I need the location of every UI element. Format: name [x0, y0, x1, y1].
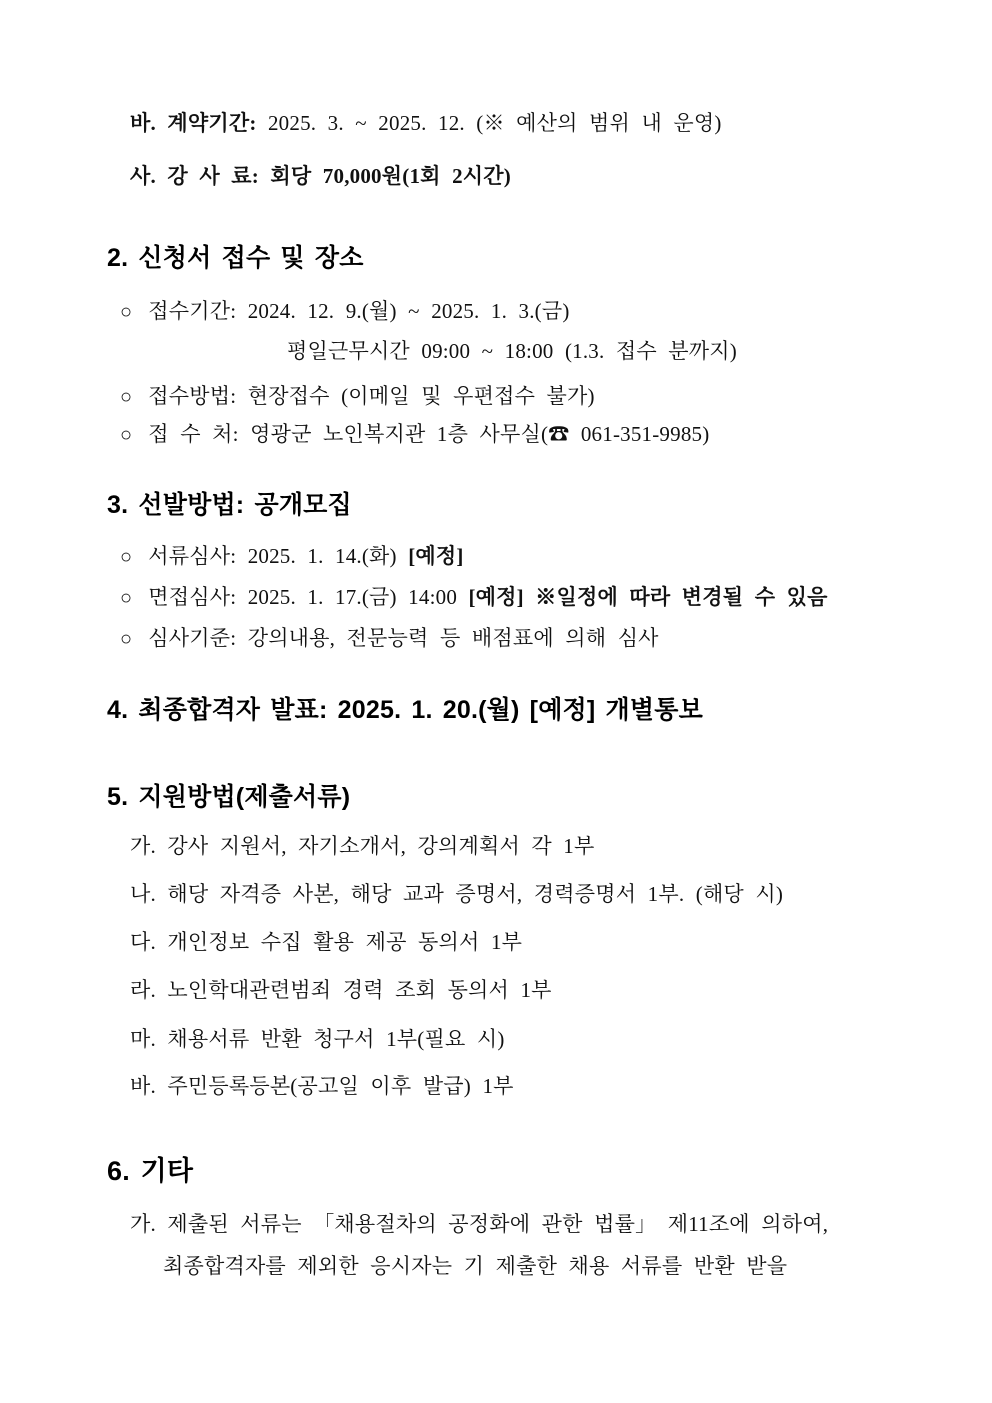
- interview-review-scheduled: [예정] ※일정에 따라 변경될 수 있음: [468, 585, 828, 609]
- submission-item-ba: 바. 주민등록등본(공고일 이후 발급) 1부: [130, 1074, 514, 1098]
- etc-item-line1: 가. 제출된 서류는 「채용절차의 공정화에 관한 법률」 제11조에 의하여,: [130, 1212, 829, 1236]
- document-review-text: 서류심사: 2025. 1. 14.(화): [148, 544, 409, 568]
- receipt-place-text: 접 수 처: 영광군 노인복지관 1층 사무실(☎ 061-351-9985): [148, 422, 710, 446]
- document-review-scheduled: [예정]: [408, 544, 464, 568]
- submission-item-ra: 라. 노인학대관련범죄 경력 조회 동의서 1부: [130, 978, 552, 1002]
- section3-heading: 3. 선발방법: 공개모집: [107, 491, 352, 519]
- review-criteria-text: 심사기준: 강의내용, 전문능력 등 배점표에 의해 심사: [148, 626, 659, 650]
- receipt-method-text: 접수방법: 현장접수 (이메일 및 우편접수 불가): [148, 384, 595, 408]
- circle-bullet-icon: ○: [120, 386, 133, 408]
- etc-item-line2: 최종합격자를 제외한 응시자는 기 제출한 채용 서류를 반환 받을: [163, 1254, 788, 1278]
- item-contract-period: [130, 112, 722, 135]
- item-contract-period-value: 2025. 3. ~ 2025. 12. (※ 예산의 범위 내 운영): [256, 111, 722, 135]
- receipt-period-text: 접수기간: 2024. 12. 9.(월) ~ 2025. 1. 3.(금): [148, 299, 570, 323]
- section5-heading: 5. 지원방법(제출서류): [107, 783, 351, 811]
- circle-bullet-icon: ○: [120, 628, 133, 650]
- circle-bullet-icon: ○: [120, 546, 133, 568]
- item-lecture-fee: 사. 강 사 료: 회당 70,000원(1회 2시간): [130, 164, 511, 188]
- submission-item-ga: 가. 강사 지원서, 자기소개서, 강의계획서 각 1부: [130, 834, 595, 858]
- bullet-interview-review: [120, 586, 828, 609]
- receipt-period-continuation: 평일근무시간 09:00 ~ 18:00 (1.3. 접수 분까지): [287, 339, 737, 363]
- circle-bullet-icon: ○: [120, 301, 133, 323]
- submission-item-na: 나. 해당 자격증 사본, 해당 교과 증명서, 경력증명서 1부. (해당 시): [130, 882, 784, 906]
- submission-item-da: 다. 개인정보 수집 활용 제공 동의서 1부: [130, 930, 523, 954]
- bullet-receipt-method: [120, 385, 595, 408]
- bullet-receipt-place: [120, 423, 709, 446]
- section4-heading: 4. 최종합격자 발표: 2025. 1. 20.(월) [예정] 개별통보: [107, 696, 703, 724]
- circle-bullet-icon: ○: [120, 424, 133, 446]
- submission-item-ma: 마. 채용서류 반환 청구서 1부(필요 시): [130, 1027, 505, 1051]
- circle-bullet-icon: ○: [120, 587, 133, 609]
- bullet-document-review: [120, 545, 464, 568]
- bullet-review-criteria: [120, 627, 659, 650]
- section2-heading: 2. 신청서 접수 및 장소: [107, 244, 364, 272]
- item-contract-period-label: 바. 계약기간:: [130, 111, 257, 135]
- section6-heading: 6. 기타: [107, 1156, 194, 1186]
- interview-review-text: 면접심사: 2025. 1. 17.(금) 14:00: [148, 585, 469, 609]
- bullet-receipt-period: [120, 300, 570, 323]
